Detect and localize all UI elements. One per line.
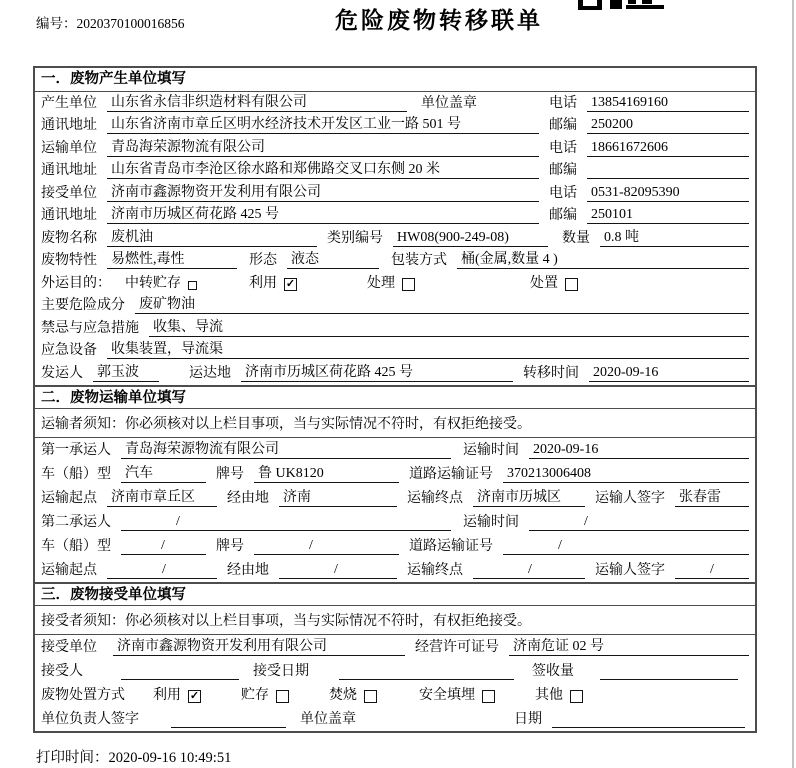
route2-end-value: / [473,562,585,579]
plate2-label: 牌号 [216,538,244,554]
hazard-value: 废矿物油 [135,293,749,314]
row-waste-props [35,250,755,273]
disposal-opt2-label: 贮存 [241,687,269,703]
receive-unit-value: 济南市鑫源物资开发利用有限公司 [113,635,405,656]
row-producer-addr-left [41,113,549,134]
route2-end-label: 运输终点 [407,562,463,578]
purpose-opt2-label: 利用 [249,275,277,291]
receiver-addr-label: 通讯地址 [41,208,97,223]
responsible-sign-label: 单位负责人签字 [41,711,139,727]
producer-zip-value: 250200 [587,117,749,134]
vehicle1-value: 汽车 [121,462,206,483]
disposal-other-checkbox [570,690,583,703]
disposal-opt5-label: 其他 [535,687,563,703]
row-transporter-left [41,136,549,157]
carrier2-label: 第二承运人 [41,514,111,530]
plate1-value: 鲁 UK8120 [254,462,399,483]
producer-tel-value: 13854169160 [587,95,749,112]
row-receive-unit [35,635,755,659]
receiver-zip-value: 250101 [587,207,749,224]
serial-value: 2020370100016856 [76,16,185,31]
carrier1-time-label: 运输时间 [463,442,519,458]
carrier1-time-value: 2020-09-16 [529,442,749,459]
receiver-tel-value: 0531-82095390 [587,185,749,202]
route2-start-label: 运输起点 [41,562,97,578]
page-edge-divider [792,0,794,768]
print-time [36,746,231,767]
serial-label: 编号： [36,16,77,31]
disposal-incinerate-checkbox [364,690,377,703]
producer-label: 产生单位 [41,95,97,111]
route2-start-value: / [107,562,217,579]
carrier1-value: 青岛海荣源物流有限公司 [121,438,451,459]
purpose-opt4-label: 处置 [530,275,558,291]
producer-addr-value: 山东省济南市章丘区明水经济技术开发区工业一路 501 号 [107,113,539,134]
vehicle2-label: 车（船）型 [41,538,111,554]
route1-start-label: 运输起点 [41,490,97,506]
category-label: 类别编号 [327,230,383,246]
row-receiver [35,182,755,205]
cert2-value: / [503,538,749,555]
taboo-label: 禁忌与应急措施 [41,320,139,336]
receiver-zip-label: 邮编 [549,208,577,223]
acceptor-value [121,679,239,680]
producer-zip-label: 邮编 [549,118,577,133]
form-label: 形态 [249,253,277,268]
transporter-addr-value: 山东省青岛市李沧区徐水路和郑佛路交叉口东侧 20 米 [107,158,539,179]
category-value: HW08(900-249-08) [393,230,548,247]
dest-value: 济南市历城区荷花路 425 号 [241,361,513,382]
row-acceptor [35,659,755,683]
transporter-zip-label: 邮编 [549,163,577,178]
row-transporter [35,137,755,160]
transporter-addr-label: 通讯地址 [41,163,97,178]
row-taboo [35,317,755,340]
row-responsible-sign [35,707,755,731]
receipt-qty-label: 签收量 [532,663,574,679]
hazard-label: 主要危险成分 [41,298,125,313]
producer-tel-label: 电话 [549,95,577,111]
sign-date-value [552,727,745,728]
waste-props-value: 易燃性,毒性 [107,248,237,269]
row-route1 [35,486,755,510]
stamp-label: 单位盖章 [421,95,477,111]
disposal-landfill-checkbox [482,690,495,703]
row-carrier1 [35,438,755,462]
transporter-tel-label: 电话 [549,140,577,156]
row-vehicle1 [35,462,755,486]
route1-sign-value: 张春雷 [675,486,749,507]
cert1-label: 道路运输证号 [409,466,493,482]
print-time-label: 打印时间： [36,750,109,766]
disposal-opt3-label: 焚烧 [329,687,357,703]
transporter-value: 青岛海荣源物流有限公司 [107,136,539,157]
waste-props-label: 废物特性 [41,253,97,268]
cert2-label: 道路运输证号 [409,538,493,554]
cert1-value: 370213006408 [503,466,749,483]
sign-date-label: 日期 [514,711,542,727]
row-receiver-addr-left [41,203,549,224]
row-waste-name [35,227,755,250]
taboo-value: 收集、导流 [149,316,749,337]
carrier2-value: / [121,514,451,531]
sender-label: 发运人 [41,365,83,381]
qty-value: 0.8 吨 [600,226,749,247]
route1-end-value: 济南市历城区 [473,486,585,507]
disposal-utilize-checkbox: ✓ [189,689,200,702]
license-value: 济南危证 02 号 [509,635,749,656]
route1-end-label: 运输终点 [407,490,463,506]
disposal-store-checkbox [276,690,289,703]
qty-label: 数量 [562,230,590,246]
transporter-label: 运输单位 [41,140,97,156]
packing-label: 包装方式 [391,253,447,268]
accept-date-value [339,679,514,680]
row-hazard [35,295,755,318]
transfer-time-label: 转移时间 [523,365,579,381]
row-vehicle2 [35,534,755,558]
section1-header: 一．废物产生单位填写 [35,68,755,92]
dest-label: 运达地 [189,365,231,381]
transporter-zip-value [587,178,749,179]
route2-sign-value: / [675,562,749,579]
purpose-opt3-label: 处理 [367,275,395,291]
purpose-label: 外运目的： [41,275,111,291]
carrier2-time-label: 运输时间 [463,514,519,530]
row-route2 [35,558,755,582]
print-time-value: 2020-09-16 10:49:51 [108,750,232,766]
transporter-notice: 运输者须知：你必须核对以上栏目事项，当与实际情况不符时，有权拒绝接受。 [35,409,755,438]
route1-start-value: 济南市章丘区 [107,486,217,507]
purpose-opt1-label: 中转贮存 [125,275,181,291]
accept-date-label: 接受日期 [253,663,309,679]
equipment-label: 应急设备 [41,343,97,358]
disposal-label: 废物处置方式 [41,687,125,703]
receive-unit-label: 接受单位 [41,639,97,655]
route2-sign-label: 运输人签字 [595,562,665,578]
carrier1-label: 第一承运人 [41,442,111,458]
waste-name-label: 废物名称 [41,230,97,246]
disposal-opt1-label: 利用 [153,687,181,703]
sender-value: 郭玉波 [93,361,159,382]
waste-name-value: 废机油 [107,226,317,247]
purpose-treat-checkbox [402,278,415,291]
plate2-value: / [254,538,399,555]
row-equipment [35,340,755,363]
receiver-notice: 接受者须知：你必须核对以上栏目事项，当与实际情况不符时，有权拒绝接受。 [35,606,755,635]
qr-code-icon [578,0,664,10]
vehicle2-value: / [121,538,206,555]
packing-value: 桶(金属,数量 4 ) [457,248,749,269]
responsible-sign-value [171,727,286,728]
purpose-utilize-checkbox: ✓ [285,277,296,290]
vehicle1-label: 车（船）型 [41,466,111,482]
producer-value: 山东省永信非织造材料有限公司 [107,91,407,112]
purpose-dispose-checkbox [565,278,578,291]
route2-via-label: 经由地 [227,562,269,578]
transfer-time-value: 2020-09-16 [589,365,749,382]
receiver-value: 济南市鑫源物资开发利用有限公司 [107,181,539,202]
disposal-opt4-label: 安全填埋 [419,687,475,703]
row-carrier2 [35,510,755,534]
producer-addr-label: 通讯地址 [41,118,97,133]
row-producer-addr [35,115,755,138]
row-disposal [35,683,755,707]
row-sender [35,362,755,385]
page-title: 危险废物转移联单 [335,8,543,33]
row-receiver-left [41,181,549,202]
route1-via-value: 济南 [279,486,397,507]
form-value: 液态 [287,248,379,269]
route1-sign-label: 运输人签字 [595,490,665,506]
receiver-tel-label: 电话 [549,185,577,201]
row-producer-left [41,91,549,112]
plate1-label: 牌号 [216,466,244,482]
row-transporter-addr [35,160,755,183]
receiver-label: 接受单位 [41,185,97,201]
row-purpose [35,272,755,295]
section3-header: 三．废物接受单位填写 [35,582,755,606]
transporter-tel-value: 18661672606 [587,140,749,157]
manifest-form [33,66,757,733]
purpose-transfer-checkbox [188,281,197,290]
receiver-addr-value: 济南市历城区荷花路 425 号 [107,203,539,224]
unit-stamp-label: 单位盖章 [300,711,356,727]
row-receiver-addr [35,205,755,228]
row-transporter-addr-left [41,158,549,179]
row-producer [35,92,755,115]
license-label: 经营许可证号 [415,639,499,655]
carrier2-time-value: / [529,514,749,531]
acceptor-label: 接受人 [41,663,83,679]
route1-via-label: 经由地 [227,490,269,506]
section2-header: 二．废物运输单位填写 [35,385,755,409]
receipt-qty-value [600,679,738,680]
route2-via-value: / [279,562,397,579]
equipment-value: 收集装置，导流渠 [107,338,749,359]
